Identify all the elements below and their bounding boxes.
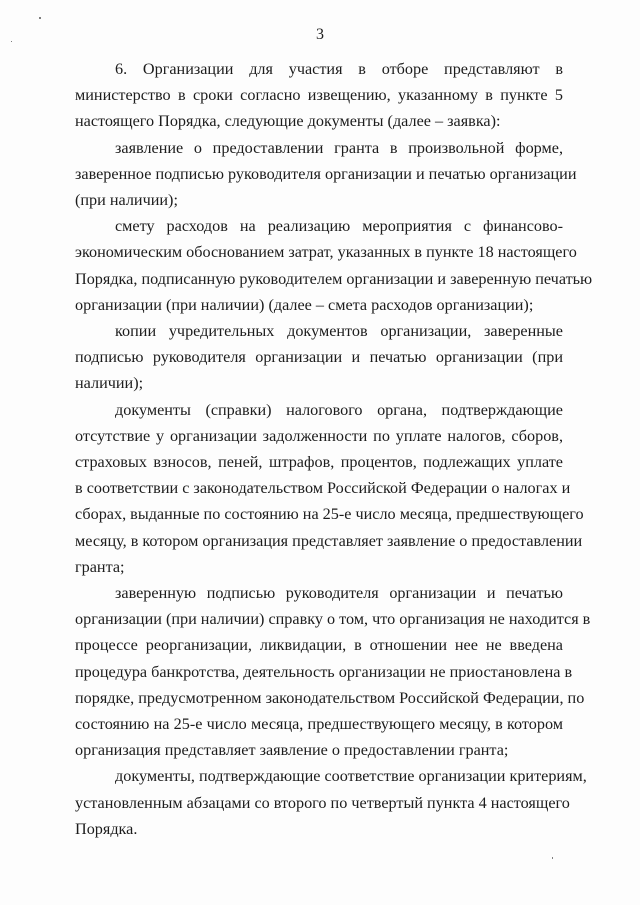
paragraph-estimate <box>75 213 593 318</box>
paragraph-criteria <box>75 763 587 842</box>
text-line: копии учредительных документов организации, заверенные <box>115 322 563 341</box>
text-line: Порядка. <box>75 819 138 838</box>
scan-speck <box>39 17 41 19</box>
text-line: организации (при наличии) справку о том, что организация не находится в <box>75 610 591 629</box>
text-line: настоящего Порядка, следующие документы (далее – заявка): <box>75 112 501 131</box>
text-line: организация представляет заявление о предоставлении гранта; <box>75 741 509 760</box>
text-line: 6. Организации для участия в отборе представляют в <box>115 60 563 78</box>
text-line: сборах, выданные по состоянию на 25-е число месяца, предшествующего <box>75 505 584 524</box>
text-line: экономическим обоснованием затрат, указанных в пункте 18 настоящего <box>75 243 577 262</box>
text-line: отсутствие у организации задолженности по уплате налогов, сборов, <box>75 426 563 445</box>
text-line: заявление о предоставлении гранта в произвольной форме, <box>115 138 563 157</box>
text-line: страховых взносов, пеней, штрафов, процентов, подлежащих уплате <box>75 453 563 472</box>
text-line: процедура банкротства, деятельность организации не приостановлена в <box>75 662 573 681</box>
text-line: в соответствии с законодательством Российской Федерации о налогах и <box>75 479 571 498</box>
text-line: заверенное подписью руководителя организации и печатью организации <box>75 164 577 183</box>
text-line: установленным абзацами со второго по четвертый пункта 4 настоящего <box>75 793 570 812</box>
text-line: состоянию на 25-е число месяца, предшествующего месяцу, в котором <box>75 715 563 734</box>
paragraph-application <box>75 135 577 214</box>
paragraph-reorganization <box>75 580 591 763</box>
text-line: Порядка, подписанную руководителем организации и заверенную печатью <box>75 269 593 288</box>
text-line: наличии); <box>75 374 144 393</box>
text-line: министерство в сроки согласно извещению, указанному в пункте 5 <box>75 86 563 105</box>
text-line: смету расходов на реализацию мероприятия с финансово- <box>115 217 563 236</box>
text-line: документы (справки) налогового органа, подтверждающие <box>115 400 563 419</box>
text-line: месяцу, в котором организация представляет заявление о предоставлении <box>75 531 583 550</box>
text-line: заверенную подписью руководителя организации и печатью <box>115 584 563 603</box>
paragraph-item-6 <box>75 56 563 135</box>
paragraph-tax <box>75 397 584 580</box>
text-line: организации (при наличии) (далее – смета расходов организации); <box>75 295 534 314</box>
text-line: гранта; <box>75 557 125 576</box>
text-line: (при наличии); <box>75 191 178 210</box>
text-line: подписью руководителя организации и печатью организации (при <box>75 348 563 367</box>
scan-speck <box>552 857 553 859</box>
text-line: порядке, предусмотренном законодательством Российской Федерации, по <box>75 688 585 707</box>
text-line: документы, подтверждающие соответствие организации критериям, <box>115 767 587 786</box>
text-line: процессе реорганизации, ликвидации, в отношении нее не введена <box>75 636 563 655</box>
page-number: 3 <box>316 26 324 43</box>
document-body <box>75 56 593 842</box>
paragraph-charter <box>75 318 563 397</box>
